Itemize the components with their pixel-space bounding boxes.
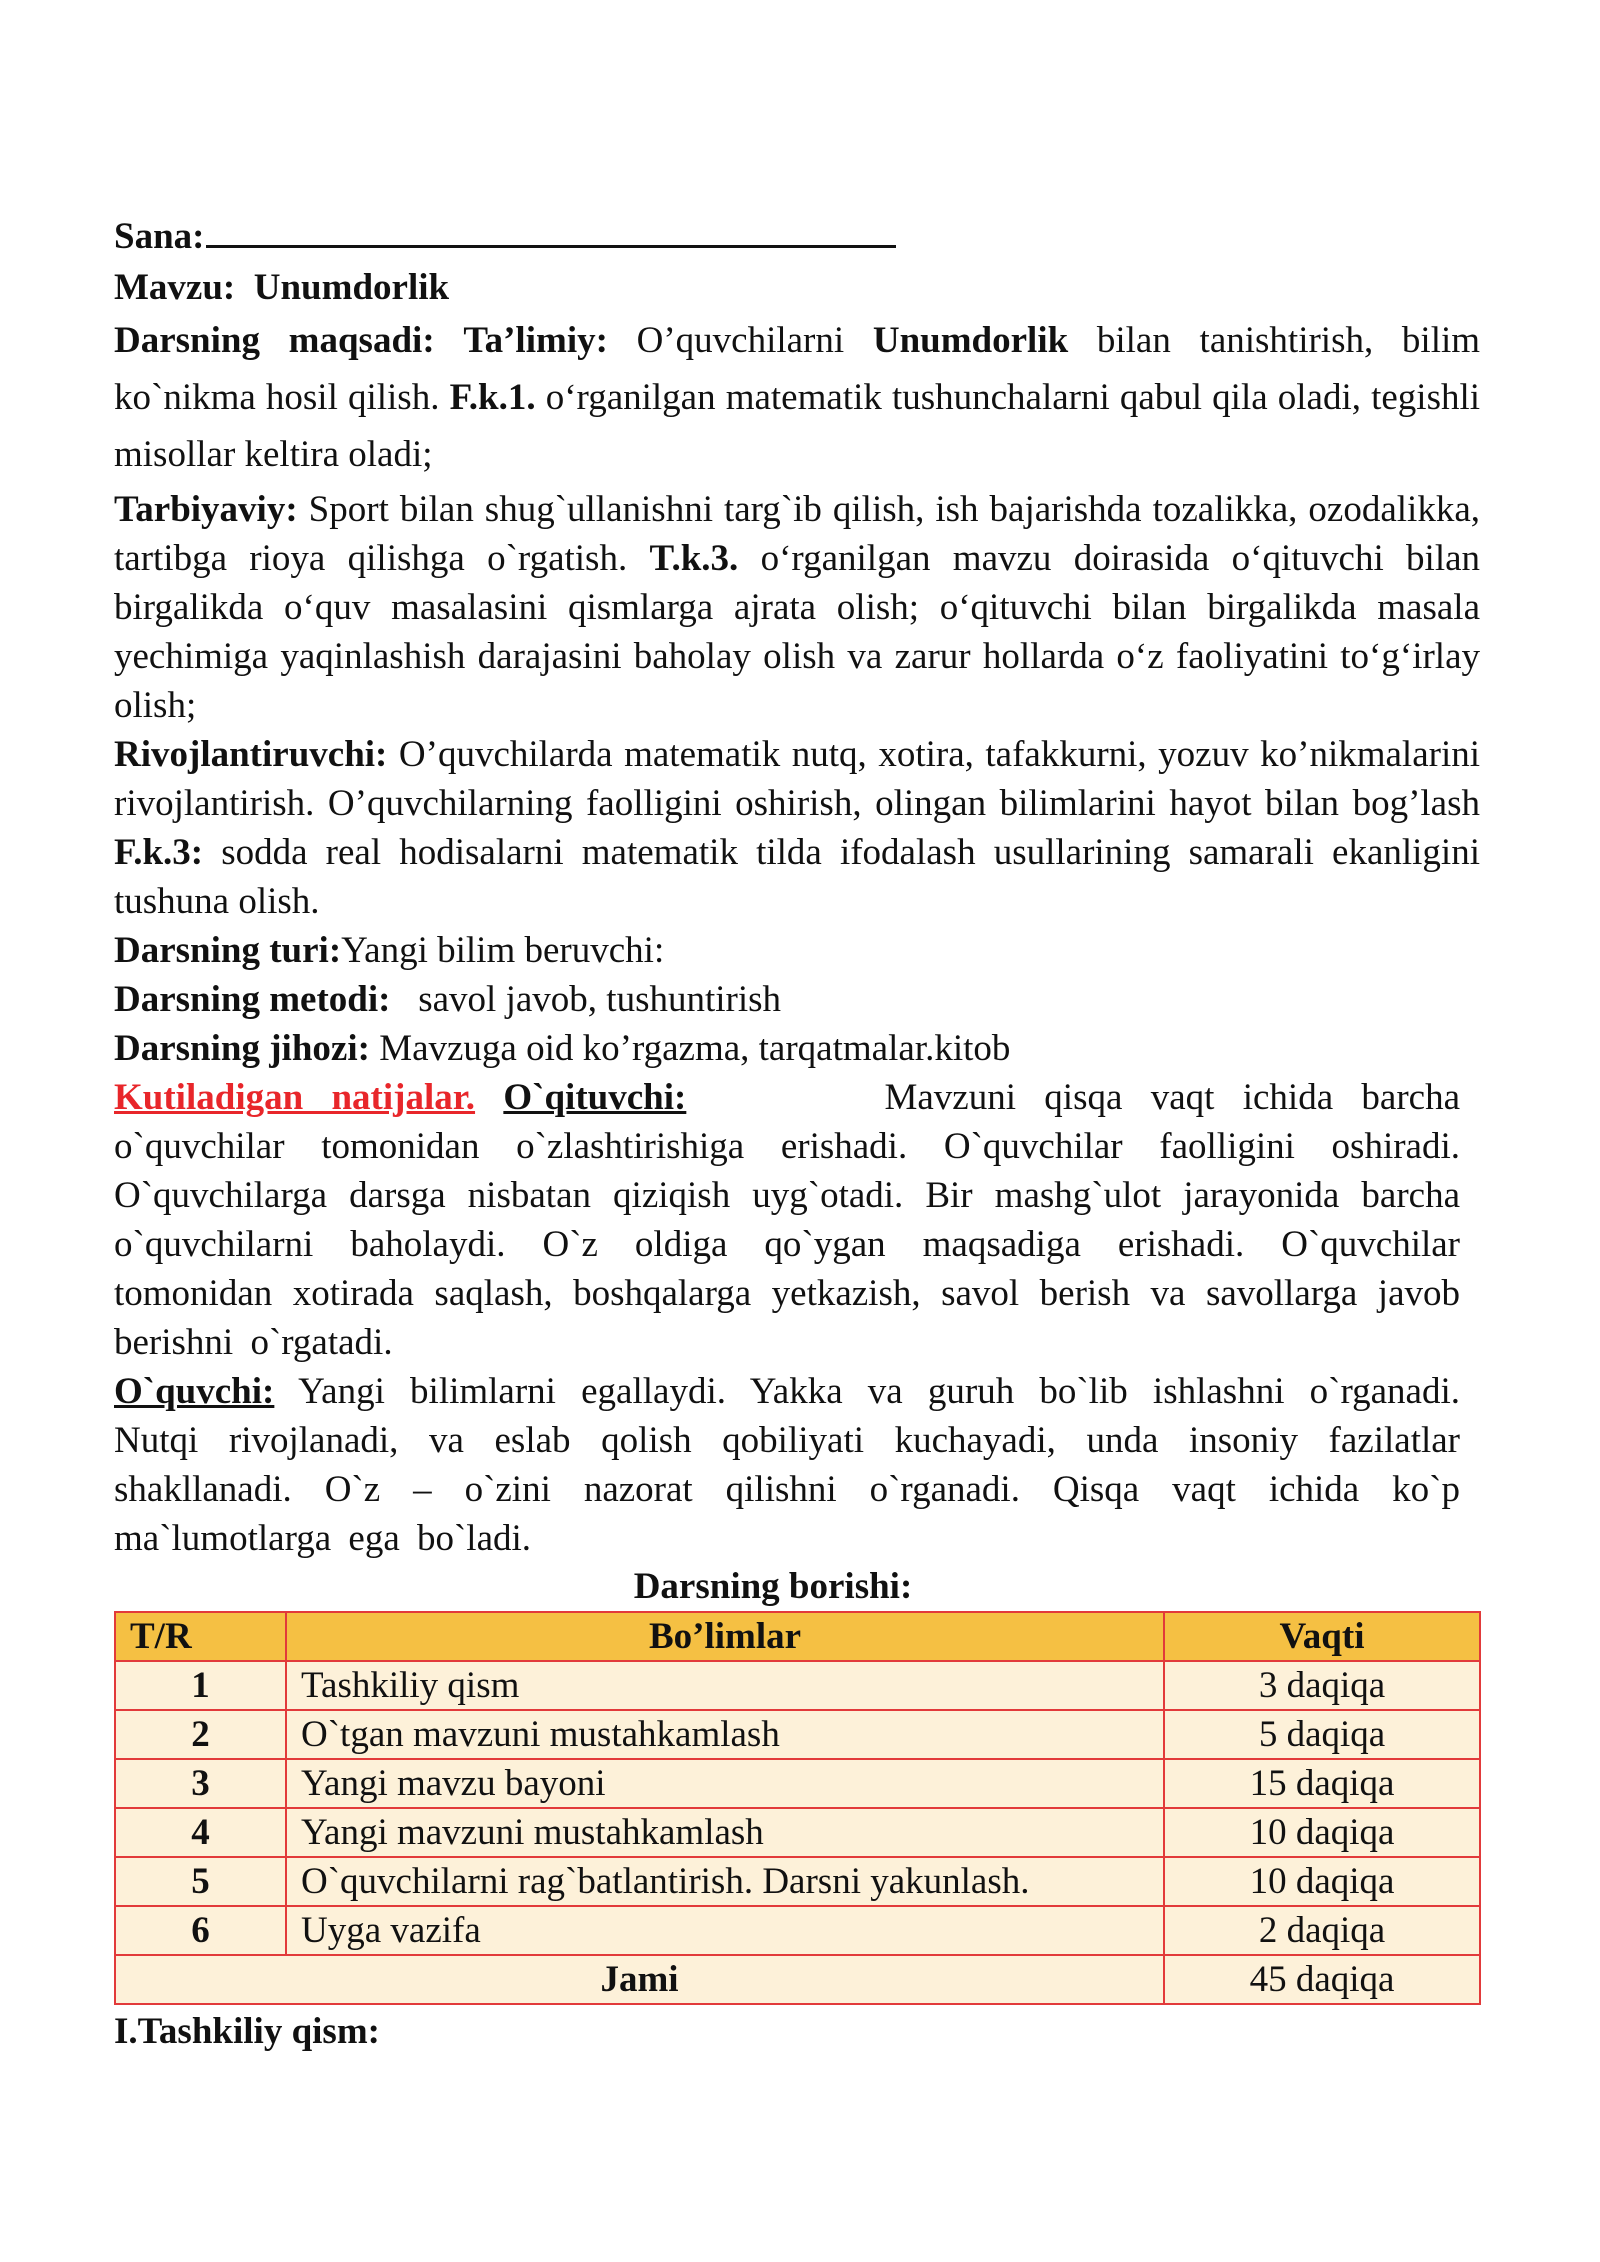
educational-text-post: bilan tanishtirish, bilim ko`nikma hosil qilish. bbox=[114, 320, 1481, 418]
row-section: Yangi mavzuni mustahkamlash bbox=[286, 1808, 1164, 1857]
teacher-label: O`qituvchi: bbox=[503, 1077, 687, 1118]
header-time: Vaqti bbox=[1164, 1612, 1480, 1661]
row-number: 4 bbox=[115, 1808, 286, 1857]
lesson-method-value: savol javob, tushuntirish bbox=[418, 979, 782, 1020]
fk3-label: F.k.3: bbox=[114, 832, 204, 873]
lesson-equipment-label: Darsning jihozi: bbox=[114, 1028, 370, 1069]
lesson-goal-paragraph bbox=[114, 312, 1480, 483]
row-time: 10 daqiqa bbox=[1164, 1857, 1480, 1906]
fk1-text: o‘rganilgan matematik tushunchalarni qabul qila oladi, tegishli misollar keltira oladi; bbox=[114, 377, 1481, 475]
table-total-row bbox=[115, 1955, 1480, 2004]
header-number: T/R bbox=[115, 1612, 286, 1661]
row-time: 15 daqiqa bbox=[1164, 1759, 1480, 1808]
student-label: O`quvchi: bbox=[114, 1371, 275, 1412]
upbringing-text: Sport bilan shug`ullanishni targ`ib qilish, ish bajarishda tozalikka, ozodalikka, tartibga rioya qilishga o`rgatish. bbox=[114, 489, 1480, 579]
tk3-text: o‘rganilgan mavzu doirasida o‘qituvchi bilan birgalikda o‘quv masalasini qismlarga ajrata olish; o‘qituvchi bilan birgalikda masala yechimiga yaqinlashish darajasini baholay olish va zarur hollarda o‘z faoliyatini to‘g‘irlay olish; bbox=[114, 538, 1481, 726]
topic-label: Mavzu: bbox=[114, 267, 236, 308]
upbringing-paragraph bbox=[114, 485, 1480, 730]
row-time: 2 daqiqa bbox=[1164, 1906, 1480, 1955]
date-line bbox=[114, 212, 1480, 261]
row-number: 2 bbox=[115, 1710, 286, 1759]
lesson-flow-title bbox=[114, 1563, 1432, 1611]
developmental-text: O’quvchilarda matematik nutq, xotira, tafakkurni, yozuv ko’nikmalarini rivojlantirish. O’quvchilarning faolligini oshirish, olingan bilimlarini hayot bilan bog’lash bbox=[114, 734, 1481, 824]
row-section: Tashkiliy qism bbox=[286, 1661, 1164, 1710]
total-time: 45 daqiqa bbox=[1164, 1955, 1480, 2004]
row-number: 3 bbox=[115, 1759, 286, 1808]
row-section: Uyga vazifa bbox=[286, 1906, 1164, 1955]
fk1-label: F.k.1. bbox=[449, 377, 536, 418]
date-blank-field[interactable] bbox=[206, 215, 896, 248]
table-row bbox=[115, 1808, 1480, 1857]
table-row bbox=[115, 1857, 1480, 1906]
row-time: 3 daqiqa bbox=[1164, 1661, 1480, 1710]
topic-line bbox=[114, 263, 1480, 312]
next-section-heading bbox=[114, 2007, 1480, 2056]
row-number: 6 bbox=[115, 1906, 286, 1955]
next-section-heading-text: I.Tashkiliy qism: bbox=[114, 2011, 380, 2052]
lesson-flow-table bbox=[114, 1611, 1481, 2005]
table-header-row bbox=[115, 1612, 1480, 1661]
lesson-type-line bbox=[114, 926, 1480, 975]
row-number: 1 bbox=[115, 1661, 286, 1710]
lesson-type-label: Darsning turi: bbox=[114, 930, 342, 971]
table-row bbox=[115, 1661, 1480, 1710]
topic-value: Unumdorlik bbox=[253, 267, 450, 308]
date-label: Sana: bbox=[114, 216, 205, 257]
lesson-equipment-value: Mavzuga oid ko’rgazma, tarqatmalar.kitob bbox=[379, 1028, 1011, 1069]
developmental-paragraph bbox=[114, 730, 1480, 926]
row-time: 10 daqiqa bbox=[1164, 1808, 1480, 1857]
table-row bbox=[115, 1759, 1480, 1808]
lesson-flow-title-text: Darsning borishi: bbox=[633, 1566, 913, 1607]
table-row bbox=[115, 1710, 1480, 1759]
student-results-text: Yangi bilimlarni egallaydi. Yakka va guruh bo`lib ishlashni o`rganadi. Nutqi rivojlanadi, va eslab qolish qobiliyati kuchayadi, unda insoniy fazilatlar shakllanadi. O`z – o`zini nazorat qilishni o`rganadi. Qisqa vaqt ichida ko`p ma`lumotlarga ega bo`ladi. bbox=[114, 1371, 1460, 1559]
lesson-plan-page bbox=[114, 212, 1480, 2056]
expected-results-label: Kutiladigan natijalar. bbox=[114, 1077, 476, 1118]
student-results-paragraph bbox=[114, 1367, 1480, 1563]
educational-topic-bold: Unumdorlik bbox=[872, 320, 1069, 361]
teacher-results-paragraph bbox=[114, 1073, 1480, 1367]
total-label: Jami bbox=[115, 1955, 1164, 2004]
row-section: O`quvchilarni rag`batlantirish. Darsni yakunlash. bbox=[286, 1857, 1164, 1906]
lesson-equipment-line bbox=[114, 1024, 1480, 1073]
goal-label: Darsning maqsadi: bbox=[114, 320, 435, 361]
developmental-label: Rivojlantiruvchi: bbox=[114, 734, 388, 775]
teacher-results-text: Mavzuni qisqa vaqt ichida barcha o`quvchilar tomonidan o`zlashtirishiga erishadi. O`quvchilar faolligini oshiradi. O`quvchilarga darsga nisbatan qiziqish uyg`otadi. Bir mashg`ulot jarayonida barcha o`quvchilarni baholaydi. O`z oldiga qo`ygan maqsadiga erishadi. O`quvchilar tomonidan xotirada saqlash, boshqalarga yetkazish, savol berish va savollarga javob berishni o`rgatadi. bbox=[114, 1077, 1461, 1363]
row-section: Yangi mavzu bayoni bbox=[286, 1759, 1164, 1808]
row-time: 5 daqiqa bbox=[1164, 1710, 1480, 1759]
educational-text-pre: O’quvchilarni bbox=[636, 320, 845, 361]
row-section: O`tgan mavzuni mustahkamlash bbox=[286, 1710, 1164, 1759]
lesson-type-value: Yangi bilim beruvchi: bbox=[341, 930, 665, 971]
tk3-label: T.k.3. bbox=[649, 538, 739, 579]
educational-label: Ta’limiy: bbox=[463, 320, 608, 361]
upbringing-label: Tarbiyaviy: bbox=[114, 489, 298, 530]
header-sections: Bo’limlar bbox=[286, 1612, 1164, 1661]
table-row bbox=[115, 1906, 1480, 1955]
fk3-text: sodda real hodisalarni matematik tilda ifodalash usullarining samarali ekanligini tushuna olish. bbox=[114, 832, 1480, 922]
lesson-method-label: Darsning metodi: bbox=[114, 979, 391, 1020]
row-number: 5 bbox=[115, 1857, 286, 1906]
lesson-method-line bbox=[114, 975, 1480, 1024]
